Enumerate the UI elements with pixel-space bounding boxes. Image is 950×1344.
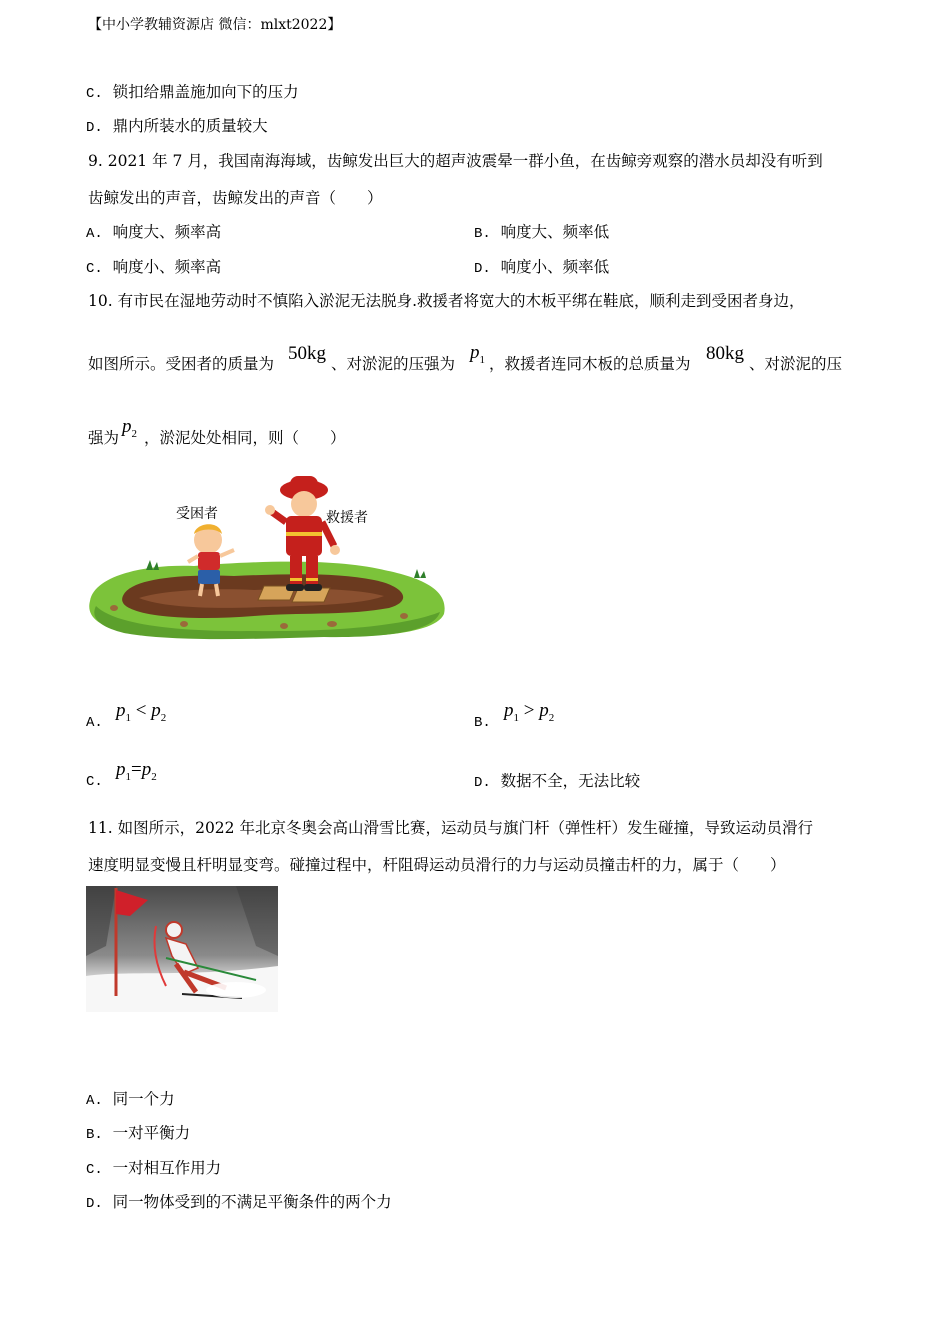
q10-stem-line3b: ，淤泥处处相同，则（ ）: [144, 429, 346, 447]
option-text: 响度小、频率低: [500, 258, 610, 276]
option-letter: B.: [86, 1127, 103, 1143]
q11-option-c[interactable]: [86, 1158, 221, 1180]
q10-option-b-letter[interactable]: B.: [474, 715, 491, 731]
label-rescuer: 救援者: [326, 510, 368, 526]
option-text: 同一物体受到的不满足平衡条件的两个力: [112, 1193, 392, 1211]
option-letter: B.: [474, 226, 491, 242]
q9-stem-line2: 齿鲸发出的声音，齿鲸发出的声音（ ）: [88, 189, 383, 207]
q11-option-b[interactable]: [86, 1123, 190, 1145]
mass-trapped: 50kg: [288, 343, 326, 364]
option-letter: C.: [86, 261, 103, 277]
option-letter: D.: [86, 1196, 103, 1212]
option-text: 同一个力: [112, 1090, 175, 1108]
option-letter: D.: [86, 120, 103, 136]
q8-option-c[interactable]: [86, 82, 299, 104]
q10-option-a-letter[interactable]: A.: [86, 715, 103, 731]
q9-stem-line1: 9. 2021 年 7 月，我国南海海域，齿鲸发出巨大的超声波震晕一群小鱼，在齿鲸旁观察的潜水员却没有听到: [88, 152, 823, 170]
q10-stem-line3a: 强为: [88, 429, 120, 447]
option-text: 响度大、频率高: [112, 223, 222, 241]
q10-option-c-expr[interactable]: $p_1=p_2$: [116, 759, 157, 783]
option-text: 锁扣给鼎盖施加向下的压力: [112, 83, 299, 101]
q11-option-a[interactable]: [86, 1089, 175, 1111]
option-text: 响度小、频率高: [112, 258, 222, 276]
mud-rescue-figure: [84, 466, 450, 646]
q11-option-d[interactable]: [86, 1192, 392, 1214]
option-letter: C.: [86, 1162, 103, 1178]
q10-option-b-expr[interactable]: $p_1 > p_2$: [504, 700, 555, 724]
q11-stem-line2: 速度明显变慢且杆明显变弯。碰撞过程中，杆阻碍运动员滑行的力与运动员撞击杆的力，属于（ ）: [88, 856, 786, 874]
q9-option-a[interactable]: [86, 222, 221, 244]
q8-option-d[interactable]: [86, 116, 268, 138]
q10-stem-line2d: 、对淤泥的压: [749, 355, 843, 373]
option-letter: A.: [86, 1093, 103, 1109]
option-letter: D.: [474, 261, 491, 277]
option-text: 鼎内所装水的质量较大: [112, 117, 268, 135]
q10-option-d[interactable]: [474, 771, 640, 793]
q10-stem-line2b: 、对淤泥的压强为: [331, 355, 456, 373]
q9-option-d[interactable]: [474, 257, 609, 279]
option-letter: D.: [474, 775, 491, 791]
q11-stem-line1: 11. 如图所示，2022 年北京冬奥会高山滑雪比赛，运动员与旗门杆（弹性杆）发生碰撞，导致运动员滑行: [88, 819, 813, 837]
p2-symbol: $p_2$: [122, 416, 137, 440]
option-letter: A.: [86, 226, 103, 242]
option-text: 一对平衡力: [112, 1124, 191, 1142]
q10-option-a-expr[interactable]: $p_1 < p_2$: [116, 700, 167, 724]
q9-option-c[interactable]: [86, 257, 221, 279]
skier-photo: [86, 886, 278, 1012]
q10-stem-line2a: 如图所示。受困者的质量为: [88, 355, 275, 373]
q10-stem-line2c: ，救援者连同木板的总质量为: [489, 355, 691, 373]
mass-rescuer: 80kg: [706, 343, 744, 364]
page-header: 【中小学教辅资源店 微信：mlxt2022】: [88, 17, 342, 33]
option-letter: C.: [86, 86, 103, 102]
option-text: 数据不全，无法比较: [500, 772, 641, 790]
q10-stem-line1: 10. 有市民在湿地劳动时不慎陷入淤泥无法脱身.救援者将宽大的木板平绑在鞋底，顺利走到受困者身边，: [88, 292, 805, 310]
q9-option-b[interactable]: [474, 222, 609, 244]
p1-symbol: $p_1$: [470, 342, 485, 366]
option-text: 一对相互作用力: [112, 1159, 222, 1177]
option-text: 响度大、频率低: [500, 223, 610, 241]
q10-option-c-letter[interactable]: C.: [86, 774, 103, 790]
label-trapped: 受困者: [176, 506, 218, 522]
